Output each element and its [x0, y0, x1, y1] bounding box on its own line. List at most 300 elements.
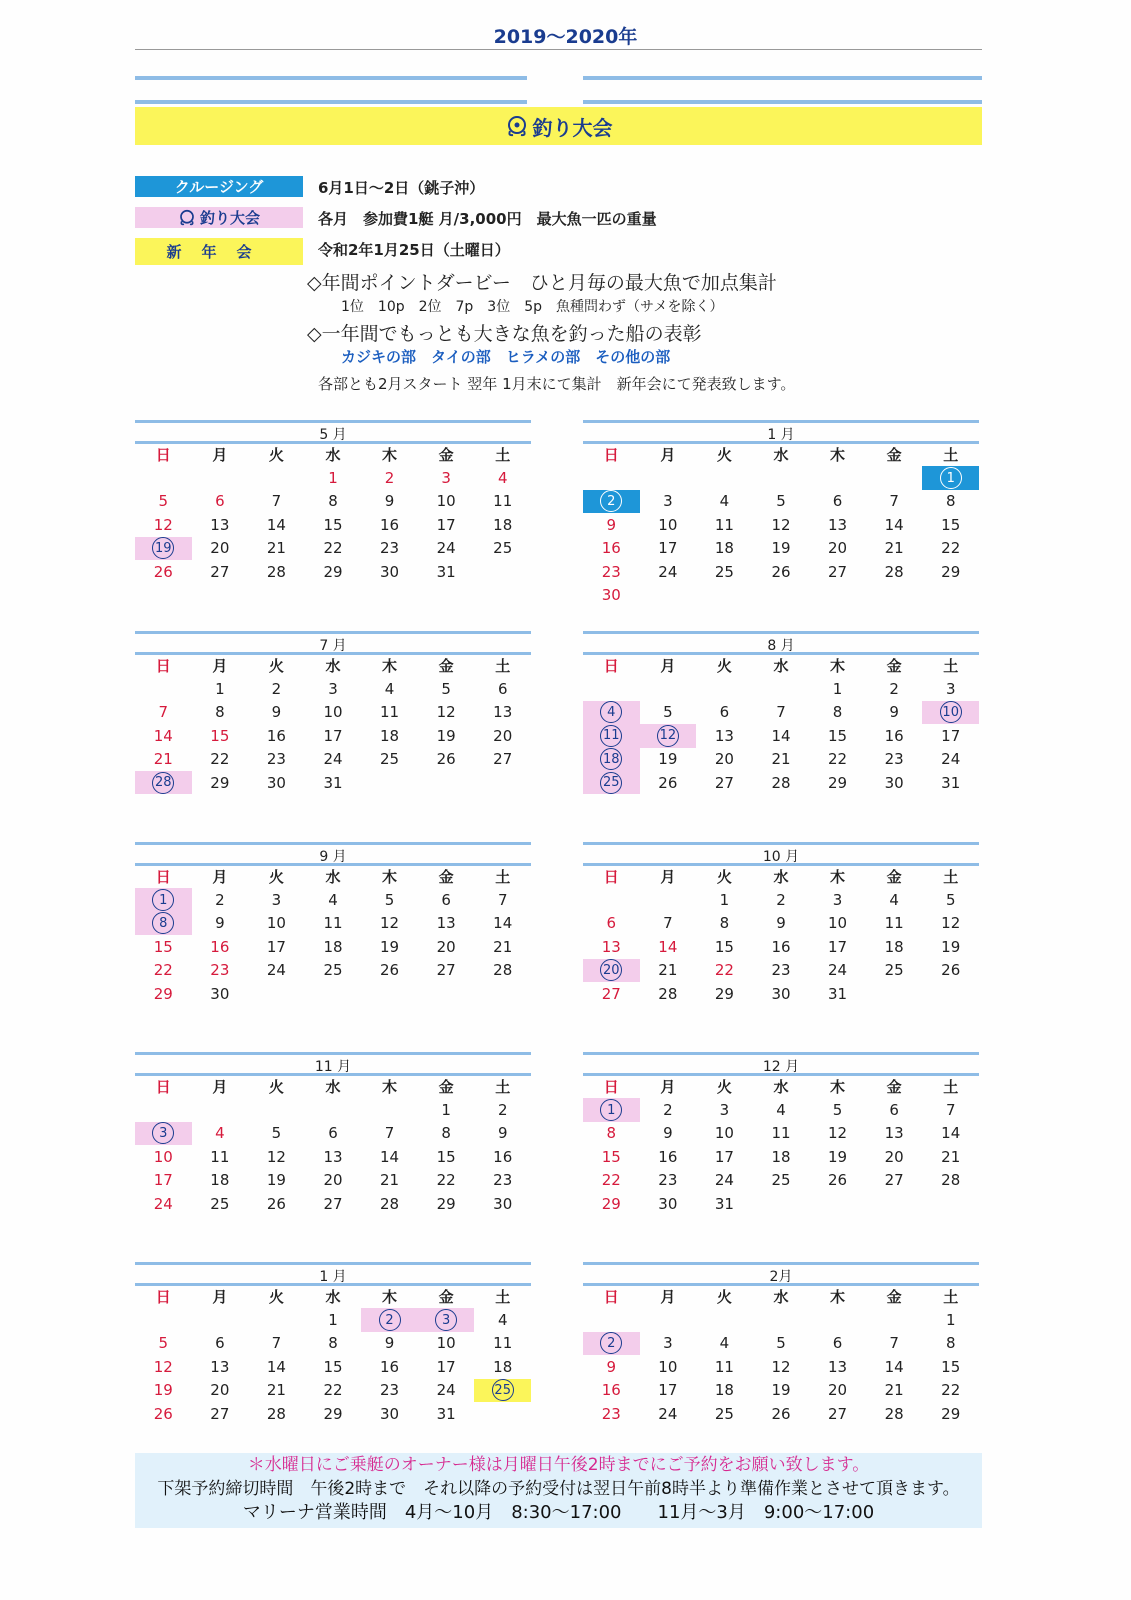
weekday-header: 月	[212, 1288, 228, 1307]
month-calendar	[583, 631, 979, 836]
weekday-header: 木	[382, 868, 398, 887]
day-cell: 9	[663, 1124, 673, 1143]
month-title: 12 月	[762, 1059, 800, 1075]
day-cell	[474, 1379, 531, 1402]
day-cell: 20	[210, 1381, 230, 1400]
weekday-header: 土	[943, 1288, 959, 1307]
day-cell: 7	[889, 492, 899, 511]
event-day-marker: 2	[600, 1332, 622, 1354]
month-title: 5 月	[319, 427, 347, 443]
day-cell: 29	[436, 1194, 456, 1213]
day-cell: 30	[210, 984, 230, 1003]
day-cell: 19	[941, 937, 961, 956]
day-cell	[583, 1332, 640, 1355]
day-cell: 25	[771, 1171, 791, 1190]
day-cell: 16	[771, 937, 791, 956]
day-cell	[583, 748, 640, 771]
day-cell: 5	[663, 703, 673, 722]
weekday-header: 土	[943, 1078, 959, 1097]
day-cell: 15	[601, 1147, 621, 1166]
day-cell	[135, 888, 192, 911]
day-cell: 26	[941, 961, 961, 980]
day-cell: 9	[889, 703, 899, 722]
day-cell: 21	[771, 750, 791, 769]
day-cell: 6	[441, 891, 451, 910]
event-day-marker: 25	[600, 772, 622, 794]
day-cell: 9	[384, 492, 395, 511]
day-cell: 19	[153, 1381, 173, 1400]
weekday-header: 日	[603, 1288, 619, 1307]
day-cell: 2	[497, 1101, 508, 1120]
day-cell: 17	[436, 515, 456, 534]
day-cell: 30	[884, 773, 904, 792]
day-cell: 30	[266, 773, 286, 792]
weekday-header: 土	[495, 446, 511, 465]
day-cell: 28	[266, 562, 286, 581]
day-cell: 14	[153, 726, 173, 745]
day-cell: 6	[889, 1101, 899, 1120]
derby-points: 1位 10p 2位 7p 3位 5p 魚種問わず（サメを除く）	[341, 299, 724, 315]
day-cell: 13	[210, 515, 230, 534]
day-cell: 11	[493, 492, 513, 511]
month-title: 8 月	[767, 638, 795, 654]
day-cell: 2	[215, 891, 225, 910]
day-cell: 11	[380, 703, 400, 722]
day-cell: 12	[153, 1357, 173, 1376]
day-cell: 21	[380, 1171, 400, 1190]
day-cell: 17	[658, 1381, 678, 1400]
day-cell: 30	[601, 586, 621, 605]
empty-cell	[248, 466, 305, 489]
day-cell: 11	[493, 1334, 513, 1353]
day-cell: 18	[714, 1381, 734, 1400]
event-day-marker: 3	[152, 1122, 174, 1144]
weekday-header: 月	[212, 446, 228, 465]
fishing-tournament-banner	[135, 107, 982, 145]
day-cell	[640, 724, 697, 747]
day-cell: 29	[601, 1194, 621, 1213]
month-calendar	[135, 1052, 531, 1257]
month-top-rule	[135, 1262, 531, 1265]
day-cell: 16	[601, 1381, 621, 1400]
day-cell: 5	[384, 891, 395, 910]
event-day-marker: 4	[600, 701, 622, 723]
day-cell	[583, 724, 640, 747]
month-top-rule	[135, 631, 531, 634]
day-cell: 16	[493, 1147, 513, 1166]
day-cell: 5	[158, 1334, 169, 1353]
weekday-header: 火	[268, 657, 284, 676]
day-cell: 15	[941, 515, 961, 534]
weekday-header: 木	[382, 657, 398, 676]
empty-cell	[305, 1098, 362, 1121]
day-cell: 10	[436, 492, 456, 511]
empty-cell	[640, 888, 697, 911]
day-cell	[135, 1122, 192, 1145]
weekday-header: 日	[155, 446, 171, 465]
day-cell: 13	[828, 515, 848, 534]
day-cell: 28	[884, 1404, 904, 1423]
day-cell: 13	[714, 726, 734, 745]
weekday-header: 水	[773, 1078, 789, 1097]
empty-cell	[753, 1308, 810, 1331]
footer-notice	[135, 1453, 982, 1528]
day-cell: 4	[889, 891, 899, 910]
day-cell: 20	[828, 1381, 848, 1400]
day-cell: 16	[658, 1147, 678, 1166]
day-cell: 1	[328, 469, 338, 488]
weekday-header: 水	[773, 1288, 789, 1307]
month-title: 2月	[769, 1269, 793, 1285]
day-cell: 9	[606, 515, 617, 534]
day-cell: 25	[493, 539, 513, 558]
day-cell: 5	[271, 1124, 282, 1143]
footer-line-1: ＊水曜日にご乗艇のオーナー様は月曜日午後2時までにご予約をお願い致します。	[247, 1455, 870, 1475]
empty-cell	[248, 1098, 305, 1121]
weekday-header: 火	[716, 868, 732, 887]
weekday-header: 日	[603, 446, 619, 465]
day-cell: 27	[884, 1171, 904, 1190]
day-grid	[135, 1285, 531, 1425]
day-cell: 15	[941, 1357, 961, 1376]
month-title: 7 月	[319, 638, 347, 654]
day-cell: 1	[328, 1311, 338, 1330]
day-cell: 20	[714, 750, 734, 769]
weekday-header: 土	[943, 446, 959, 465]
weekday-header: 土	[943, 657, 959, 676]
day-cell: 10	[658, 515, 678, 534]
day-cell: 31	[436, 1404, 456, 1423]
weekday-header: 月	[660, 446, 676, 465]
day-cell: 16	[380, 515, 400, 534]
weekday-header: 火	[716, 657, 732, 676]
day-grid	[135, 865, 531, 1005]
weekday-header: 水	[325, 1078, 341, 1097]
day-cell: 3	[271, 891, 282, 910]
day-cell: 24	[828, 961, 848, 980]
weekday-header: 火	[268, 1288, 284, 1307]
day-cell: 31	[323, 773, 343, 792]
empty-cell	[866, 1308, 923, 1331]
weekday-header: 月	[212, 1078, 228, 1097]
day-cell: 23	[658, 1171, 678, 1190]
footer-line-2: 下架予約締切時間 午後2時まで それ以降の予約受付は翌日午前8時半より準備作業とさせて頂きます。	[157, 1479, 960, 1499]
day-cell: 10	[323, 703, 343, 722]
day-cell: 22	[210, 750, 230, 769]
day-cell: 31	[828, 984, 848, 1003]
empty-cell	[640, 466, 697, 489]
day-cell: 30	[380, 562, 400, 581]
day-cell: 9	[497, 1124, 508, 1143]
day-cell: 17	[266, 937, 286, 956]
event-day-marker: 1	[940, 467, 962, 489]
day-cell: 23	[771, 961, 791, 980]
day-cell: 26	[658, 773, 678, 792]
event-day-marker: 1	[152, 889, 174, 911]
day-cell: 18	[210, 1171, 230, 1190]
day-cell: 11	[884, 914, 904, 933]
day-cell: 10	[436, 1334, 456, 1353]
day-cell: 27	[210, 1404, 230, 1423]
weekday-header: 木	[830, 1078, 846, 1097]
day-cell: 15	[323, 1357, 343, 1376]
weekday-header: 日	[603, 657, 619, 676]
day-cell	[135, 771, 192, 794]
day-cell: 23	[380, 539, 400, 558]
day-cell: 27	[493, 750, 513, 769]
empty-cell	[583, 677, 640, 700]
day-cell: 8	[606, 1124, 617, 1143]
month-top-rule	[135, 1052, 531, 1055]
day-cell: 19	[380, 937, 400, 956]
day-cell: 26	[436, 750, 456, 769]
day-cell: 11	[714, 1357, 734, 1376]
day-cell: 14	[380, 1147, 400, 1166]
day-cell: 27	[828, 562, 848, 581]
day-cell: 10	[153, 1147, 173, 1166]
day-cell: 8	[215, 703, 225, 722]
schedule-note: 各部とも2月スタート 翌年 1月末にて集計 新年会にて発表致します。	[318, 375, 796, 393]
empty-cell	[248, 1308, 305, 1331]
day-cell: 29	[941, 562, 961, 581]
day-cell: 1	[215, 680, 225, 699]
fishing-hook-icon	[505, 115, 529, 137]
day-cell: 15	[828, 726, 848, 745]
weekday-header: 木	[830, 657, 846, 676]
weekday-header: 火	[716, 1288, 732, 1307]
day-cell: 8	[945, 1334, 956, 1353]
day-cell: 3	[663, 492, 673, 511]
deco-bar	[135, 100, 527, 104]
day-cell: 16	[210, 937, 230, 956]
derby-title: ◇年間ポイントダービー ひと月毎の最大魚で加点集計	[307, 272, 777, 294]
day-cell: 4	[215, 1124, 225, 1143]
day-cell: 22	[436, 1171, 456, 1190]
empty-cell	[753, 466, 810, 489]
day-cell: 30	[658, 1194, 678, 1213]
day-cell: 13	[828, 1357, 848, 1376]
day-cell: 16	[266, 726, 286, 745]
day-cell: 5	[441, 680, 451, 699]
day-cell: 25	[714, 1404, 734, 1423]
day-cell: 17	[941, 726, 961, 745]
weekday-header: 金	[438, 1288, 454, 1307]
empty-cell	[640, 1308, 697, 1331]
weekday-header: 日	[155, 868, 171, 887]
day-cell: 4	[497, 1311, 508, 1330]
day-cell: 22	[601, 1171, 621, 1190]
event-day-marker: 8	[152, 912, 174, 934]
empty-cell	[361, 1098, 418, 1121]
day-cell: 21	[941, 1147, 961, 1166]
empty-cell	[135, 1308, 192, 1331]
day-cell: 6	[832, 1334, 843, 1353]
day-cell: 19	[771, 539, 791, 558]
day-cell: 6	[606, 914, 617, 933]
day-cell: 20	[884, 1147, 904, 1166]
day-cell	[135, 537, 192, 560]
weekday-header: 月	[212, 868, 228, 887]
day-cell: 12	[771, 515, 791, 534]
day-cell: 4	[384, 680, 395, 699]
weekday-header: 金	[438, 657, 454, 676]
day-cell: 29	[828, 773, 848, 792]
event-day-marker: 19	[152, 537, 174, 559]
document-title: 2019～2020年	[493, 26, 638, 48]
day-cell: 11	[714, 515, 734, 534]
day-cell: 13	[884, 1124, 904, 1143]
day-cell: 3	[663, 1334, 673, 1353]
day-cell: 28	[771, 773, 791, 792]
day-grid	[583, 865, 979, 1005]
day-cell	[583, 771, 640, 794]
day-cell: 22	[941, 1381, 961, 1400]
weekday-header: 水	[773, 446, 789, 465]
day-cell	[135, 912, 192, 935]
month-top-rule	[135, 842, 531, 845]
day-cell	[583, 490, 640, 513]
day-cell: 24	[941, 750, 961, 769]
legend-newyear-label: 新年会	[135, 238, 303, 265]
day-cell: 28	[884, 562, 904, 581]
day-cell: 7	[271, 492, 282, 511]
day-cell: 3	[832, 891, 843, 910]
day-cell: 7	[776, 703, 786, 722]
day-cell: 27	[436, 961, 456, 980]
day-cell: 23	[493, 1171, 513, 1190]
day-cell: 18	[323, 937, 343, 956]
day-cell: 4	[328, 891, 338, 910]
day-grid	[135, 654, 531, 794]
day-cell: 14	[266, 1357, 286, 1376]
weekday-header: 水	[325, 868, 341, 887]
day-cell: 2	[776, 891, 786, 910]
day-cell: 13	[210, 1357, 230, 1376]
day-cell: 29	[714, 984, 734, 1003]
award-title: ◇一年間でもっとも大きな魚を釣った船の表彰	[307, 323, 702, 345]
day-cell: 10	[658, 1357, 678, 1376]
day-cell: 28	[380, 1194, 400, 1213]
day-cell: 8	[945, 492, 956, 511]
day-cell: 31	[941, 773, 961, 792]
day-cell: 13	[493, 703, 513, 722]
day-cell: 18	[493, 515, 513, 534]
month-title: 10 月	[762, 849, 800, 865]
empty-cell	[192, 1098, 249, 1121]
fishing-hook-icon	[178, 209, 196, 226]
day-cell: 6	[328, 1124, 338, 1143]
day-cell: 14	[941, 1124, 961, 1143]
weekday-header: 土	[495, 1078, 511, 1097]
day-cell: 20	[210, 539, 230, 558]
weekday-header: 金	[886, 868, 902, 887]
day-cell: 15	[210, 726, 230, 745]
day-cell: 9	[776, 914, 786, 933]
empty-cell	[696, 466, 753, 489]
month-top-rule	[583, 420, 979, 423]
day-cell: 7	[945, 1101, 956, 1120]
day-cell: 1	[945, 1311, 956, 1330]
month-title: 11 月	[314, 1059, 352, 1075]
month-calendar	[583, 842, 979, 1047]
day-cell: 21	[884, 539, 904, 558]
day-cell: 11	[323, 914, 343, 933]
weekday-header: 月	[212, 657, 228, 676]
day-cell: 12	[941, 914, 961, 933]
empty-cell	[135, 1098, 192, 1121]
day-cell: 8	[328, 492, 338, 511]
legend-cruising-text: 6月1日～2日（銚子沖）	[318, 179, 485, 197]
day-cell: 13	[601, 937, 621, 956]
day-cell: 4	[776, 1101, 786, 1120]
month-title: 9 月	[319, 849, 347, 865]
weekday-header: 木	[382, 1288, 398, 1307]
day-cell: 5	[832, 1101, 843, 1120]
day-cell: 17	[658, 539, 678, 558]
day-cell: 28	[266, 1404, 286, 1423]
day-cell: 30	[380, 1404, 400, 1423]
day-cell: 11	[210, 1147, 230, 1166]
day-cell: 14	[266, 515, 286, 534]
day-cell: 19	[828, 1147, 848, 1166]
day-cell: 25	[323, 961, 343, 980]
day-cell: 19	[771, 1381, 791, 1400]
weekday-header: 月	[660, 868, 676, 887]
day-cell: 25	[714, 562, 734, 581]
day-cell: 29	[323, 1404, 343, 1423]
weekday-header: 日	[155, 1288, 171, 1307]
legend-fishing-label-text: 釣り大会	[199, 209, 260, 227]
day-cell: 7	[889, 1334, 899, 1353]
empty-cell	[696, 677, 753, 700]
day-cell: 23	[884, 750, 904, 769]
month-top-rule	[583, 631, 979, 634]
day-cell: 22	[714, 961, 734, 980]
day-cell: 28	[941, 1171, 961, 1190]
day-cell: 17	[153, 1171, 173, 1190]
day-cell: 23	[601, 1404, 621, 1423]
legend-cruising-label: クルージング	[135, 176, 303, 197]
weekday-header: 土	[943, 868, 959, 887]
event-day-marker: 3	[435, 1309, 457, 1331]
day-cell: 6	[497, 680, 508, 699]
day-cell: 6	[832, 492, 843, 511]
weekday-header: 土	[495, 1288, 511, 1307]
day-cell: 29	[941, 1404, 961, 1423]
day-cell: 26	[153, 1404, 173, 1423]
month-calendar	[135, 1262, 531, 1467]
month-title: 1 月	[319, 1269, 347, 1285]
day-cell: 23	[266, 750, 286, 769]
month-calendar	[135, 420, 531, 625]
day-cell: 1	[441, 1101, 451, 1120]
day-cell: 7	[663, 914, 673, 933]
day-grid	[583, 443, 979, 607]
empty-cell	[583, 466, 640, 489]
day-cell: 13	[323, 1147, 343, 1166]
award-categories: カジキの部 タイの部 ヒラメの部 その他の部	[341, 348, 671, 366]
day-cell: 24	[153, 1194, 173, 1213]
deco-bar	[583, 76, 982, 80]
weekday-header: 土	[495, 657, 511, 676]
day-cell: 18	[493, 1357, 513, 1376]
day-cell: 18	[714, 539, 734, 558]
day-cell: 22	[941, 539, 961, 558]
day-cell: 27	[828, 1404, 848, 1423]
deco-bar	[583, 100, 982, 104]
weekday-header: 日	[603, 868, 619, 887]
event-day-marker: 1	[600, 1099, 622, 1121]
